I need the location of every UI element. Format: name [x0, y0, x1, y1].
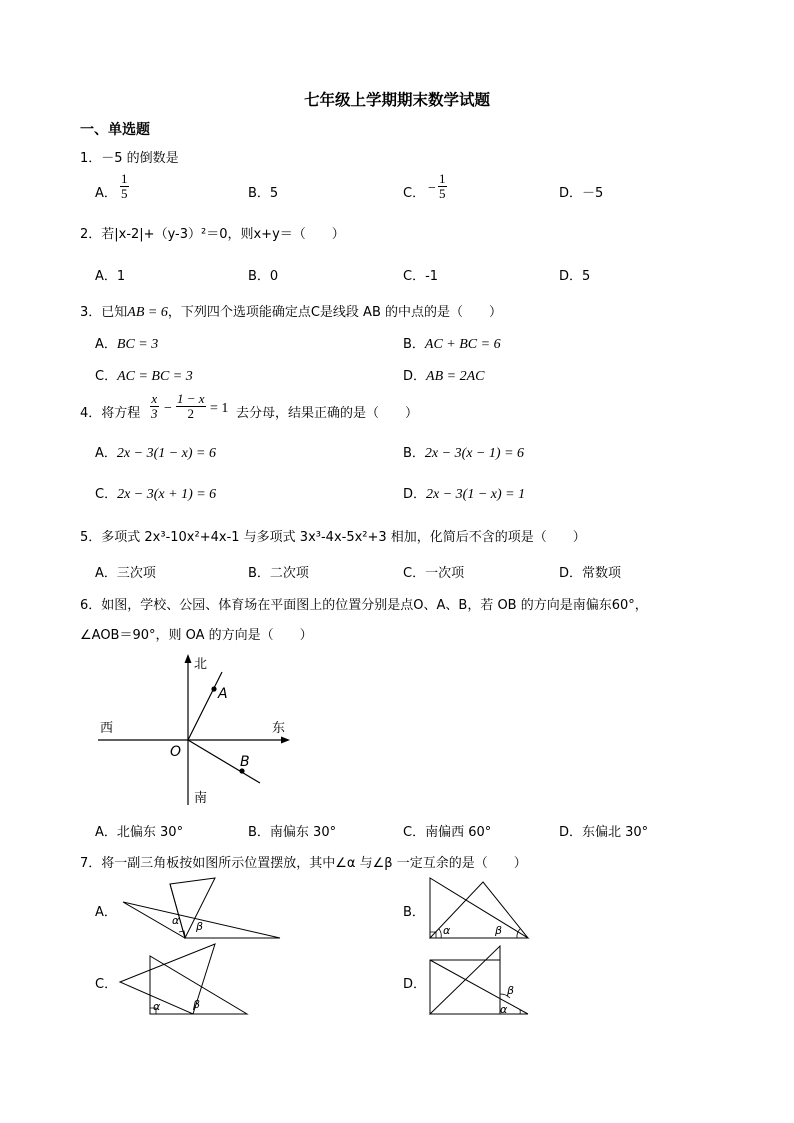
point-a-dot [211, 686, 216, 691]
option-label: C． [95, 369, 118, 384]
label-a: A [218, 686, 228, 702]
q2-option-b[interactable]: B．0 [248, 269, 279, 284]
q2-option-d[interactable]: D．5 [559, 269, 591, 284]
q4-option-a[interactable] [95, 442, 216, 462]
q6-option-a[interactable]: A．北偏东 30° [95, 825, 184, 840]
q6-stem-line1: 6．如图，学校、公园、体育场在平面图上的位置分别是点O、A、B，若 OB 的方向是南偏东60°， [80, 598, 648, 613]
label-o: O [170, 744, 182, 760]
option-label: D． [403, 369, 427, 384]
q2-option-a[interactable]: A．1 [95, 269, 126, 284]
q4-equals: = 1 [210, 401, 229, 416]
q1-option-c-sign: − [428, 181, 436, 196]
q7-option-c[interactable]: C． [95, 977, 118, 992]
beta-label: β [507, 984, 515, 997]
q4-stem-pre: 4．将方程 [80, 406, 141, 421]
q5-option-b[interactable]: B．二次项 [248, 566, 309, 581]
beta-label: β [193, 998, 201, 1011]
fraction-numerator: 1 [439, 171, 446, 186]
q3-option-b[interactable] [403, 333, 501, 353]
alpha-label: α [153, 1000, 161, 1013]
option-math: AC + BC = 6 [424, 337, 501, 352]
q3-option-d[interactable] [403, 365, 484, 385]
q1-stem: 1．－5 的倒数是 [80, 151, 179, 166]
q5-option-d[interactable]: D．常数项 [559, 566, 622, 581]
q3-stem-math: AB = 6 [127, 305, 168, 320]
q1-option-a-fraction[interactable] [120, 172, 129, 201]
option-math: BC = 3 [116, 337, 159, 352]
option-label: C． [95, 487, 118, 502]
q7-figure-d[interactable] [425, 942, 535, 1020]
q1-option-a-label: A． [95, 186, 117, 201]
option-math: 2x − 3(1 − x) = 6 [116, 446, 216, 461]
option-label: A． [95, 337, 117, 352]
q1-option-c-label: C． [403, 186, 426, 201]
option-math: 2x − 3(1 − x) = 1 [426, 487, 526, 502]
q7-figure-a[interactable] [115, 874, 290, 944]
option-math: AB = 2AC [426, 369, 485, 384]
option-label: B． [403, 337, 425, 352]
alpha-label: α [443, 924, 451, 937]
q6-option-c[interactable]: C．南偏西 60° [403, 825, 492, 840]
label-north: 北 [194, 657, 208, 672]
q1-option-b[interactable]: B．5 [248, 186, 279, 201]
label-east: 东 [272, 721, 286, 736]
q7-option-b[interactable]: B． [403, 905, 425, 920]
label-west: 西 [100, 721, 114, 736]
option-math: 2x − 3(x − 1) = 6 [424, 446, 525, 461]
option-math: AC = BC = 3 [117, 369, 193, 384]
q3-stem-post: ，下列四个选项能确定点C是线段 AB 的中点的是（ ） [167, 305, 502, 320]
q6-option-b[interactable]: B．南偏东 30° [248, 825, 337, 840]
q3-option-c[interactable] [95, 365, 193, 385]
fraction-denominator: 2 [187, 406, 195, 421]
q7-option-a[interactable]: A． [95, 905, 117, 920]
q4-option-d[interactable] [403, 483, 525, 503]
q2-stem: 2．若|x-2|+（y-3）²＝0，则x+y＝（ ） [80, 227, 345, 242]
fraction-numerator: 1 − x [177, 391, 205, 406]
fraction-numerator: 1 [121, 171, 128, 186]
fraction-denominator: 3 [151, 406, 158, 421]
q7-stem: 7．将一副三角板按如图所示位置摆放，其中∠α 与∠β 一定互余的是（ ） [80, 856, 527, 871]
option-label: D． [403, 487, 427, 502]
q6-compass-figure [90, 650, 310, 810]
option-math: 2x − 3(x + 1) = 6 [117, 487, 217, 502]
q5-option-a[interactable]: A．三次项 [95, 566, 156, 581]
alpha-label: α [172, 914, 180, 927]
q3-stem [80, 301, 502, 321]
beta-label: β [196, 920, 204, 933]
q6-option-d[interactable]: D．东偏北 30° [559, 825, 649, 840]
page-title: 七年级上学期期末数学试题 [303, 91, 490, 109]
q6-stem-line2: ∠AOB＝90°，则 OA 的方向是（ ） [80, 628, 313, 643]
q5-option-c[interactable]: C．一次项 [403, 566, 465, 581]
q4-option-b[interactable] [403, 442, 524, 462]
alpha-label: α [500, 1003, 508, 1016]
beta-label: β [495, 924, 503, 937]
q7-figure-c[interactable] [115, 942, 255, 1020]
q7-option-d[interactable]: D． [403, 977, 427, 992]
fraction-numerator: x [151, 391, 158, 406]
q4-stem-post: 去分母，结果正确的是（ ） [236, 406, 419, 421]
fraction-denominator: 5 [439, 186, 446, 201]
option-label: B． [403, 446, 425, 461]
label-south: 南 [194, 791, 208, 806]
q4-fraction-2 [176, 392, 206, 421]
q4-option-c[interactable] [95, 483, 216, 503]
fraction-denominator: 5 [121, 186, 128, 201]
section-heading: 一、单选题 [80, 122, 150, 138]
q1-option-d[interactable]: D．－5 [559, 186, 604, 201]
q2-option-c[interactable]: C．-1 [403, 269, 439, 284]
q3-option-a[interactable] [95, 333, 158, 353]
q4-minus: − [164, 401, 172, 416]
q7-figure-b[interactable] [425, 874, 535, 944]
q5-stem: 5．多项式 2x³-10x²+4x-1 与多项式 3x³-4x-5x²+3 相加，化简后不含的项是（ ） [80, 530, 586, 545]
q3-stem-pre: 3．已知 [80, 305, 128, 320]
label-b: B [240, 754, 250, 770]
option-label: A． [95, 446, 117, 461]
q4-fraction-1 [150, 392, 159, 421]
q1-option-c-fraction[interactable] [438, 172, 447, 201]
